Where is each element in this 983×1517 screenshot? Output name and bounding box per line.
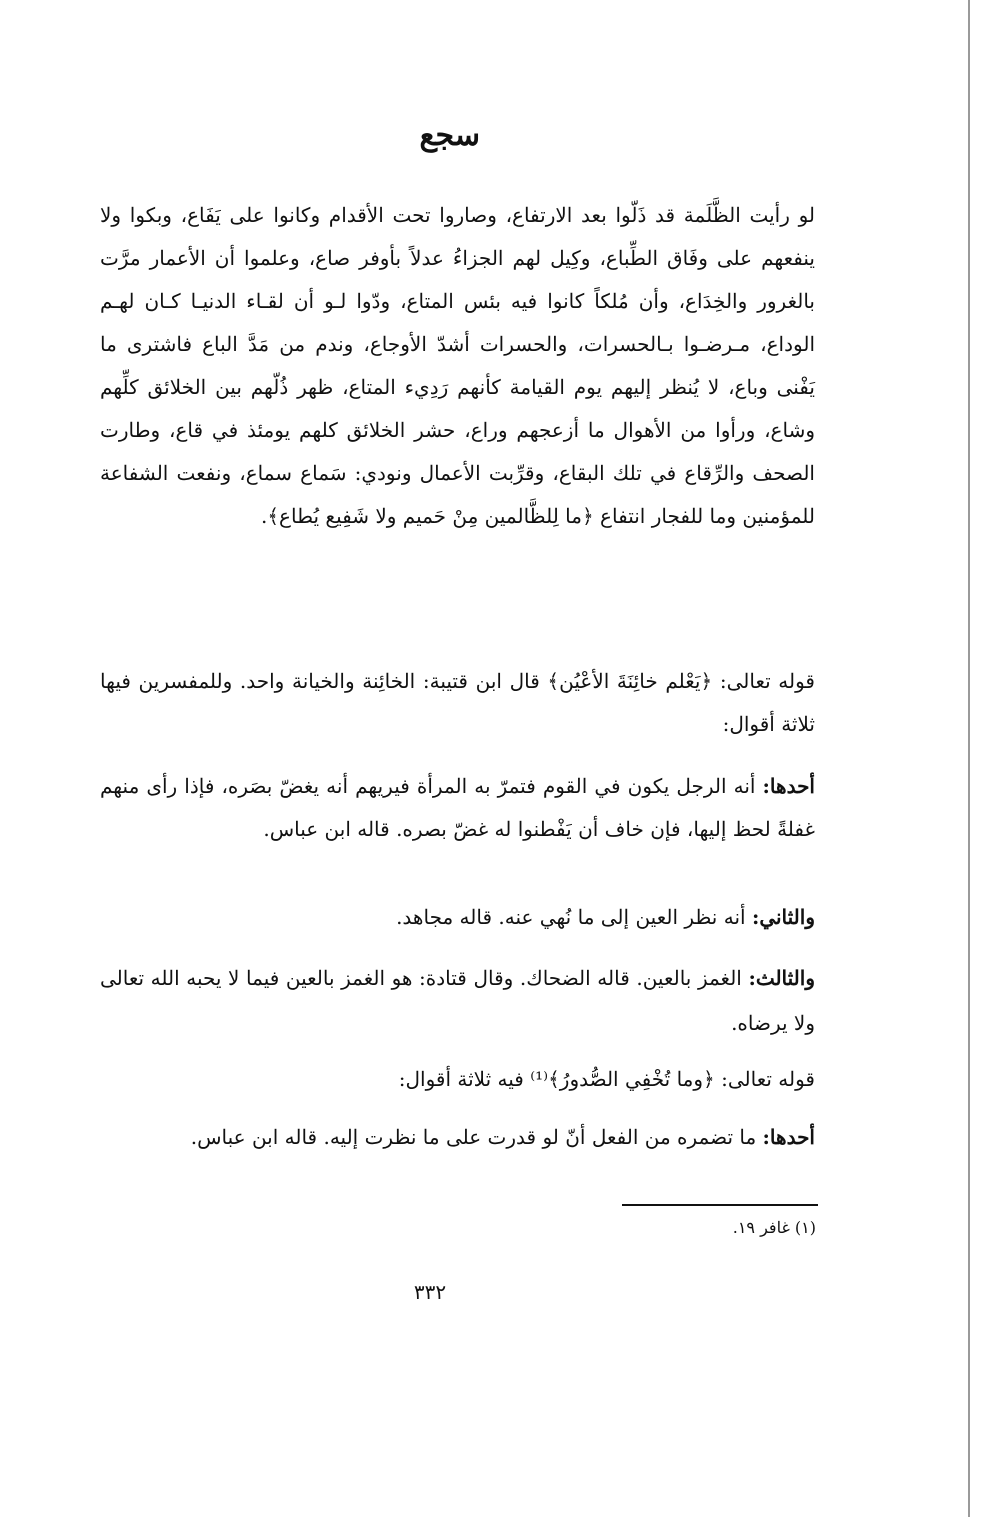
- verse-first-view-label: أحدها:: [762, 1125, 815, 1149]
- footnote: (١) غافر ١٩.: [732, 1218, 816, 1237]
- verse-first-view-paragraph: [100, 1115, 815, 1160]
- third-view-text: الغمز بالعين. قاله الضحاك. وقال قتادة: هو الغمز بالعين فيما لا يحبه الله تعالى ولا يرضاه.: [100, 966, 815, 1035]
- third-view-label: والثالث:: [748, 966, 815, 990]
- saj-paragraph: لو رأيت الظَّلَمة قد ذَلّوا بعد الارتفاع، وصاروا تحت الأقدام وكانوا على يَفَاع، وبكوا ولا ينفعهم على وفَاق الطِّباع، وكِيل لهم الجزاءُ عدلاً بأوفر صاع، وعلموا أن الأعمار مرَّت بالغرور والخِدَاع، وأن مُلكاً كانوا فيه بئس المتاع، ودّوا لـو أن لقـاء الدنيـا كـان لهـم الوداع، مـرضـوا بـالحسرات، والحسرات أشدّ الأوجاع، وندم من مَدَّ الباع فاشترى ما يَفْنى وباع، لا يُنظر إليهم يوم القيامة كأنهم رَدِيء المتاع، ظهر ذُلّهم بين الخلائق كلِّهم وشاع، ورأوا من الأهوال ما أزعجهم وراع، حشر الخلائق كلهم يومئذ في قاع، وطارت الصحف والرِّقاع في تلك البقاع، وقرِّبت الأعمال ونودي: سَماع سماع، ونفعت الشفاعة للمؤمنين وما للفجار انتفاع ﴿ما لِلظَّالمين مِنْ حَميم ولا شَفِيع يُطاع﴾.: [100, 203, 815, 528]
- verse-first-view-text: ما تضمره من الفعل أنّ لو قدرت على ما نظرت إليه. قاله ابن عباس.: [190, 1125, 763, 1149]
- page-title: سجع: [419, 118, 480, 153]
- first-view-text: أنه الرجل يكون في القوم فتمرّ به المرأة فيريهم أنه يغضّ بصَره، فإذا رأى منهم غفلةً لحظ إليها، فإن خاف أن يَفْطنوا له غضّ بصره. قاله ابن عباس.: [100, 774, 815, 841]
- second-view-paragraph: [100, 896, 815, 938]
- first-view-paragraph: [100, 765, 815, 851]
- verse-intro-paragraph: قوله تعالى: ﴿وما تُخْفِي الصُّدورُ﴾⁽¹⁾ فيه ثلاثة أقوال:: [398, 1067, 815, 1091]
- page-edge-line: [968, 0, 970, 1517]
- third-view-paragraph: [100, 956, 815, 1046]
- page-number: ٣٣٢: [413, 1280, 447, 1304]
- verse-commentary-paragraph: قوله تعالى: ﴿يَعْلم خائِنَةَ الأعْيُن﴾ قال ابن قتيبة: الخائِنة والخيانة واحد. وللمفسرين فيها ثلاثة أقوال:: [100, 669, 815, 736]
- first-view-label: أحدها:: [762, 774, 815, 798]
- second-view-label: والثاني:: [751, 905, 815, 929]
- footnote-divider: [622, 1204, 818, 1206]
- second-view-text: أنه نظر العين إلى ما نُهي عنه. قاله مجاهد.: [396, 905, 752, 929]
